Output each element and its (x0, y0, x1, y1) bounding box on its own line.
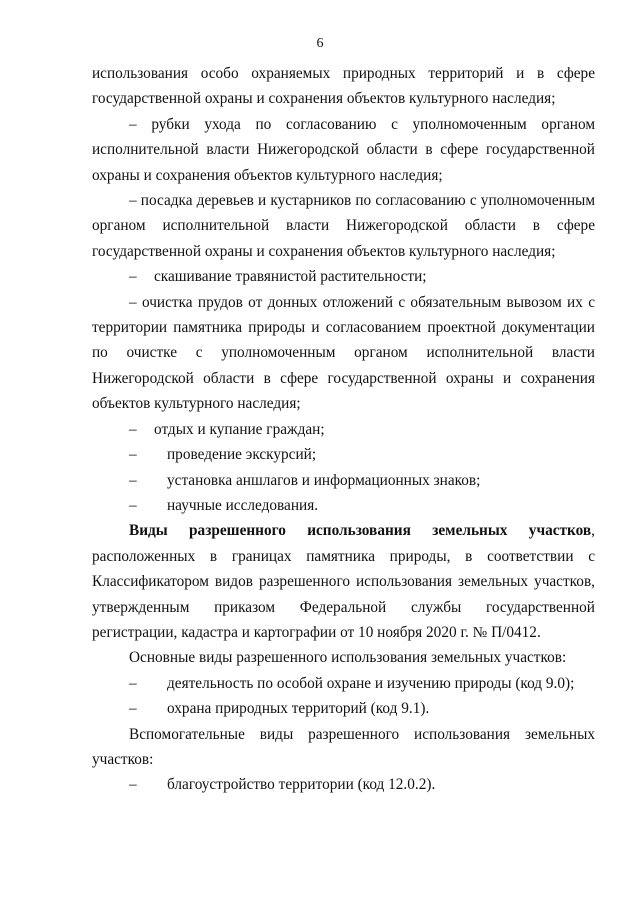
list-item-recreation (92, 417, 595, 442)
document-body (92, 61, 595, 798)
dash-marker: – (129, 293, 137, 311)
list-item-text: посадка деревьев и кустарников по согласованию с уполномоченным органом исполнительной власти Нижегородской области в сфере государственной охраны и сохранения объектов культурного наследия; (92, 192, 595, 260)
list-item-text: проведение экскурсий; (167, 446, 317, 464)
list-item-text: скашивание травянистой растительности; (154, 268, 427, 286)
dash-marker: – (129, 420, 137, 438)
list-item-planting (92, 188, 595, 264)
paragraph-main-uses: Основные виды разрешенного использования земельных участков: (129, 649, 567, 667)
list-item-excursions (92, 442, 595, 467)
list-item-text: благоустройство территории (код 12.0.2). (167, 776, 436, 794)
list-item-text: научные исследования. (167, 496, 319, 514)
dash-marker: – (129, 192, 137, 210)
list-item-nature-protection (92, 671, 595, 696)
list-item-text: очистка прудов от донных отложений с обязательным вывозом их с территории памятника природы и согласованием проектной документации по очистке с уполномоченным органом исполнительной власти Нижегородской области в сфере государственной охраны и сохранения объектов культурного наследия; (92, 293, 595, 413)
list-item-territory-protection (92, 696, 595, 721)
dash-marker: – (129, 496, 137, 514)
paragraph-text: , расположенных в границах памятника природы, в соответствии с Классификатором видов разрешенного использования земельных участков, утвержденным приказом Федеральной службы государственной регистрации, кадастра и картографии от 10 ноября 2020 г. № П/0412. (92, 522, 595, 641)
list-item-text: отдых и купание граждан; (154, 420, 325, 438)
list-item-mowing (92, 264, 595, 289)
list-item-text: установка аншлагов и информационных знаков; (167, 471, 481, 489)
dash-marker: – (129, 776, 137, 794)
dash-marker: – (129, 674, 137, 692)
list-item-signs (92, 468, 595, 493)
dash-marker: – (129, 446, 137, 464)
dash-marker: – (129, 115, 137, 133)
dash-marker: – (129, 268, 137, 286)
paragraph-permitted-uses (92, 518, 595, 645)
dash-marker: – (129, 471, 137, 489)
paragraph-auxiliary-uses: Вспомогательные виды разрешенного использования земельных участков: (92, 725, 595, 768)
bold-heading-text: Виды разрешенного использования земельных участков (129, 522, 592, 540)
page-number: 6 (316, 36, 324, 51)
list-item-thinning-felling (92, 112, 595, 188)
list-item-text: рубки ухода по согласованию с уполномоченным органом исполнительной власти Нижегородской области в сфере государственной охраны и сохранения объектов культурного наследия; (92, 115, 595, 184)
list-item-research (92, 493, 595, 518)
dash-marker: – (129, 700, 137, 718)
list-item-text: охрана природных территорий (код 9.1). (167, 700, 430, 718)
list-item-landscaping (92, 772, 595, 797)
list-item-text: деятельность по особой охране и изучению природы (код 9.0); (167, 674, 575, 692)
paragraph-continuation: использования особо охраняемых природных территорий и в сфере государственной охраны и сохранения объектов культурного наследия; (92, 65, 595, 108)
list-item-pond-cleaning (92, 290, 595, 417)
